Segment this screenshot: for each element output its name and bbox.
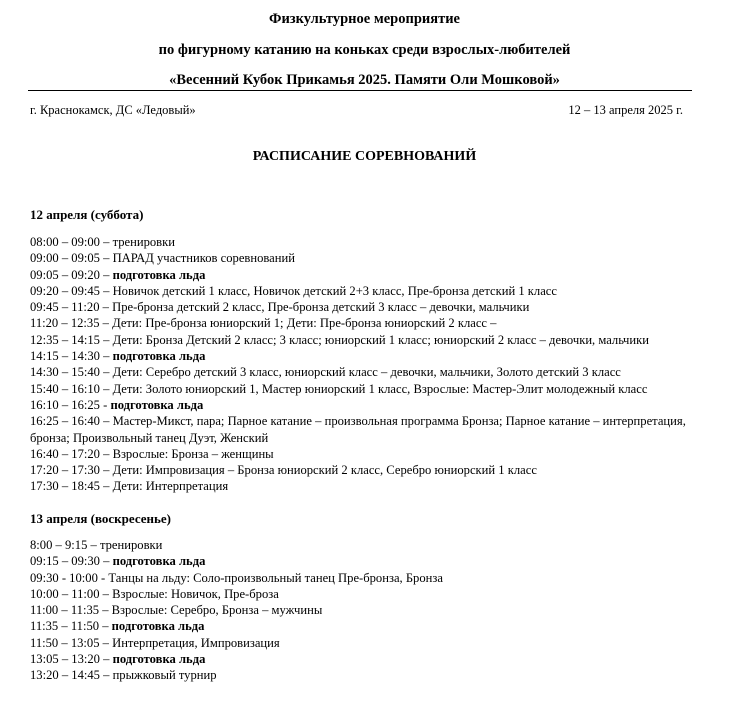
schedule-row: 16:10 – 16:25 - подготовка льда: [30, 397, 204, 412]
schedule-row: 16:40 – 17:20 – Взрослые: Бронза – женщины: [30, 446, 274, 461]
event-title-line-1: Физкультурное мероприятие: [269, 11, 460, 27]
schedule-time: 09:45 – 11:20: [30, 300, 100, 315]
schedule-activity: Новичок детский 1 класс, Новичок детский 2+3 класс, Пре-бронза детский 1 класс: [112, 283, 557, 298]
schedule-row: 09:05 – 09:20 – подготовка льда: [30, 267, 206, 282]
schedule-time: 8:00 – 9:15: [30, 538, 88, 552]
schedule-row: 12:35 – 14:15 – Дети: Бронза Детский 2 класс; 3 класс; юниорский 1 класс; юниорский 2 класс – девочки, мальчики: [30, 332, 649, 347]
schedule-activity: Дети: Серебро детский 3 класс, юниорский класс – девочки, мальчики, Золото детский 3 класс: [112, 365, 621, 380]
event-location: г. Краснокамск, ДС «Ледовый»: [30, 103, 196, 117]
schedule-row: 08:00 – 09:00 – тренировки: [30, 235, 175, 249]
schedule-time: 16:10 – 16:25: [30, 397, 100, 412]
schedule-row: 17:20 – 17:30 – Дети: Импровизация – Бронза юниорский 2 класс, Серебро юниорский 1 класс: [30, 463, 537, 478]
schedule-activity: прыжковый турнир: [112, 668, 217, 683]
schedule-activity: Дети: Импровизация – Бронза юниорский 2 класс, Серебро юниорский 1 класс: [112, 463, 537, 478]
schedule-time: 14:15 – 14:30: [30, 349, 100, 364]
schedule-activity: Дети: Интерпретация: [112, 479, 229, 494]
event-title-line-3: «Весенний Кубок Прикамья 2025. Памяти Оли Мошковой»: [169, 72, 560, 88]
ice-preparation-label: подготовка льда: [112, 349, 206, 364]
schedule-row: 16:25 – 16:40 – Мастер-Микст, пара; Парное катание – произвольная программа Бронза; Парное катание – интерпретация, бронза; Произвольный танец Дуэт, Женский: [30, 414, 686, 445]
schedule-row: 11:50 – 13:05 – Интерпретация, Импровизация: [30, 635, 280, 650]
schedule-time: 14:30 – 15:40: [30, 365, 100, 380]
schedule-time: 11:20 – 12:35: [30, 316, 100, 331]
schedule-row: 11:35 – 11:50 – подготовка льда: [30, 619, 205, 634]
schedule-activity: тренировки: [99, 538, 163, 552]
ice-preparation-label: подготовка льда: [112, 267, 206, 282]
schedule-row: 13:05 – 13:20 – подготовка льда: [30, 652, 206, 667]
ice-preparation-label: подготовка льда: [112, 652, 206, 667]
schedule-time: 13:20 – 14:45: [30, 668, 100, 683]
schedule-heading: РАСПИСАНИЕ СОРЕВНОВАНИЙ: [252, 149, 477, 164]
schedule-activity: Дети: Пре-бронза юниорский 1; Дети: Пре-бронза юниорский 2 класс –: [112, 316, 497, 331]
schedule-activity: Дети: Золото юниорский 1, Мастер юниорский 1 класс, Взрослые: Мастер-Элит молодежный класс: [112, 381, 648, 396]
day-2-title: 13 апреля (воскресенье): [30, 511, 171, 526]
day-1-title: 12 апреля (суббота): [30, 207, 144, 222]
schedule-activity: Интерпретация, Импровизация: [112, 635, 280, 650]
schedule-row: 13:20 – 14:45 – прыжковый турнир: [30, 668, 217, 683]
schedule-time: 08:00 – 09:00: [30, 235, 100, 249]
schedule-time: 09:20 – 09:45: [30, 283, 100, 298]
schedule-row: 14:15 – 14:30 – подготовка льда: [30, 349, 206, 364]
ice-preparation-label: подготовка льда: [110, 397, 204, 412]
schedule-row: 09:30 - 10:00 - Танцы на льду: Соло-произвольный танец Пре-бронза, Бронза: [30, 570, 443, 585]
schedule-row: 09:15 – 09:30 – подготовка льда: [30, 554, 206, 569]
schedule-time: 09:30 - 10:00: [30, 570, 98, 585]
schedule-time: 09:15 – 09:30: [30, 554, 100, 569]
schedule-time: 11:35 – 11:50: [30, 619, 100, 634]
day-2-schedule: [30, 537, 710, 684]
schedule-time: 09:05 – 09:20: [30, 267, 100, 282]
schedule-time: 15:40 – 16:10: [30, 381, 100, 396]
schedule-time: 17:20 – 17:30: [30, 463, 100, 478]
schedule-time: 09:00 – 09:05: [30, 251, 100, 266]
event-dates: 12 – 13 апреля 2025 г.: [568, 103, 683, 117]
schedule-time: 16:25 – 16:40: [30, 414, 100, 429]
schedule-time: 11:50 – 13:05: [30, 635, 100, 650]
schedule-row: 8:00 – 9:15 – тренировки: [30, 538, 163, 552]
schedule-row: 17:30 – 18:45 – Дети: Интерпретация: [30, 479, 229, 494]
schedule-activity: тренировки: [112, 235, 175, 249]
schedule-activity: Мастер-Микст, пара; Парное катание – произвольная программа Бронза; Парное катание – интерпретация, бронза; Произвольный танец Дуэт, Женский: [30, 414, 686, 445]
schedule-activity: ПАРАД участников соревнований: [112, 251, 295, 266]
schedule-activity: Пре-бронза детский 2 класс, Пре-бронза детский 3 класс – девочки, мальчики: [112, 300, 530, 315]
schedule-time: 16:40 – 17:20: [30, 446, 100, 461]
schedule-time: 13:05 – 13:20: [30, 652, 100, 667]
header-divider: [28, 90, 692, 91]
schedule-activity: Дети: Бронза Детский 2 класс; 3 класс; юниорский 1 класс; юниорский 2 класс – девочки, мальчики: [112, 332, 649, 347]
schedule-activity: Танцы на льду: Соло-произвольный танец Пре-бронза, Бронза: [108, 570, 443, 585]
schedule-activity: Взрослые: Новичок, Пре-броза: [112, 586, 279, 601]
schedule-row: 09:20 – 09:45 – Новичок детский 1 класс, Новичок детский 2+3 класс, Пре-бронза детский 1 класс: [30, 283, 557, 298]
schedule-time: 17:30 – 18:45: [30, 479, 100, 494]
schedule-row: 09:00 – 09:05 – ПАРАД участников соревнований: [30, 251, 295, 266]
day-1-schedule: [30, 234, 710, 495]
schedule-row: 09:45 – 11:20 – Пре-бронза детский 2 класс, Пре-бронза детский 3 класс – девочки, мальчики: [30, 300, 530, 315]
schedule-time: 11:00 – 11:35: [30, 603, 100, 618]
schedule-activity: Взрослые: Серебро, Бронза – мужчины: [111, 603, 323, 618]
schedule-activity: Взрослые: Бронза – женщины: [112, 446, 274, 461]
schedule-row: 15:40 – 16:10 – Дети: Золото юниорский 1, Мастер юниорский 1 класс, Взрослые: Мастер-Элит молодежный класс: [30, 381, 648, 396]
schedule-row: 10:00 – 11:00 – Взрослые: Новичок, Пре-броза: [30, 586, 279, 601]
schedule-row: 14:30 – 15:40 – Дети: Серебро детский 3 класс, юниорский класс – девочки, мальчики, Золото детский 3 класс: [30, 365, 621, 380]
schedule-row: 11:20 – 12:35 – Дети: Пре-бронза юниорский 1; Дети: Пре-бронза юниорский 2 класс –: [30, 316, 497, 331]
schedule-row: 11:00 – 11:35 – Взрослые: Серебро, Бронза – мужчины: [30, 603, 323, 618]
schedule-time: 10:00 – 11:00: [30, 586, 100, 601]
schedule-time: 12:35 – 14:15: [30, 332, 100, 347]
ice-preparation-label: подготовка льда: [112, 554, 206, 569]
event-title-line-2: по фигурному катанию на коньках среди взрослых-любителей: [158, 42, 571, 58]
ice-preparation-label: подготовка льда: [111, 619, 205, 634]
